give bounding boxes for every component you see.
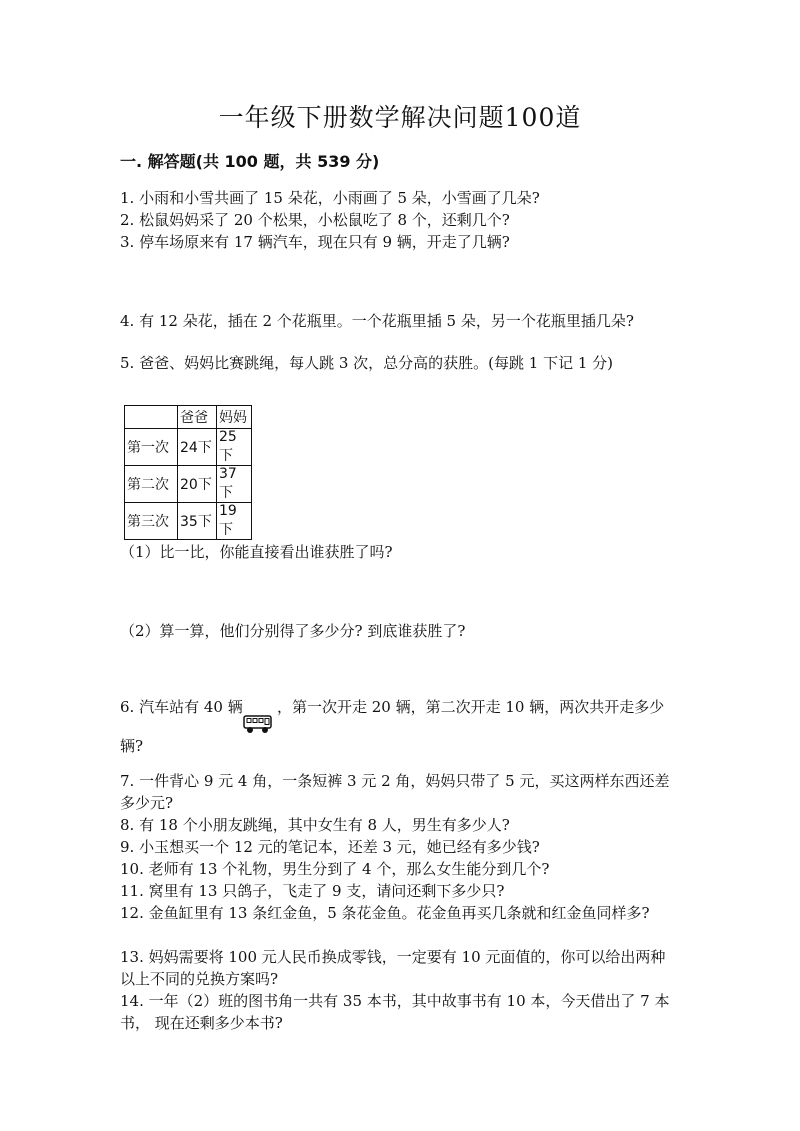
question-2: 2. 松鼠妈妈采了 20 个松果，小松鼠吃了 8 个，还剩几个? — [120, 211, 510, 229]
question-8: 8. 有 18 个小朋友跳绳，其中女生有 8 人，男生有多少人? — [120, 816, 510, 834]
table-header-mom: 妈妈 — [217, 406, 252, 429]
table-cell: 第二次 — [125, 466, 178, 503]
question-12: 12. 金鱼缸里有 13 条红金鱼，5 条花金鱼。花金鱼再买几条就和红金鱼同样多? — [120, 904, 650, 922]
score-table — [124, 405, 252, 540]
question-10: 10. 老师有 13 个礼物，男生分到了 4 个，那么女生能分到几个? — [120, 860, 550, 878]
table-cell: 24下 — [178, 429, 217, 466]
question-4: 4. 有 12 朵花，插在 2 个花瓶里。一个花瓶里插 5 朵，另一个花瓶里插几朵? — [120, 312, 634, 330]
question-5-part-2: （2）算一算，他们分别得了多少分? 到底谁获胜了? — [120, 622, 466, 640]
question-9: 9. 小玉想买一个 12 元的笔记本，还差 3 元，她已经有多少钱? — [120, 838, 540, 856]
question-5-part-1: （1）比一比，你能直接看出谁获胜了吗? — [120, 543, 393, 561]
table-row — [125, 503, 252, 540]
table-cell: 25下 — [217, 429, 252, 466]
page-title: 一年级下册数学解决问题100道 — [218, 103, 582, 132]
question-11: 11. 窝里有 13 只鸽子，飞走了 9 支，请问还剩下多少只? — [120, 882, 505, 900]
question-6-end: ，第一次开走 20 辆，第二次开走 10 辆，两次共开走多少 — [277, 698, 665, 716]
table-cell: 20下 — [178, 466, 217, 503]
question-7: 7. 一件背心 9 元 4 角，一条短裤 3 元 2 角，妈妈只带了 5 元，买这两样东西还差多少元? — [120, 772, 670, 812]
table-header-dad: 爸爸 — [178, 406, 217, 429]
table-cell: 第三次 — [125, 503, 178, 540]
question-1: 1. 小雨和小雪共画了 15 朵花，小雨画了 5 朵，小雪画了几朵? — [120, 189, 540, 207]
question-14: 14. 一年（2）班的图书角一共有 35 本书，其中故事书有 10 本，今天借出了 7 本书， 现在还剩多少本书? — [120, 992, 670, 1032]
table-row — [125, 429, 252, 466]
table-row — [125, 466, 252, 503]
section-heading: 一. 解答题(共 100 题，共 539 分) — [120, 152, 380, 171]
question-13: 13. 妈妈需要将 100 元人民币换成零钱，一定要有 10 元面值的，你可以给出两种以上不同的兑换方案吗? — [120, 948, 666, 988]
question-3: 3. 停车场原来有 17 辆汽车，现在只有 9 辆，开走了几辆? — [120, 233, 510, 251]
table-cell — [125, 406, 178, 429]
table-cell: 19下 — [217, 503, 252, 540]
table-cell: 第一次 — [125, 429, 178, 466]
table-row — [125, 406, 252, 429]
question-6-continued: 辆? — [120, 737, 144, 755]
bus-icon — [243, 713, 273, 735]
table-cell: 35下 — [178, 503, 217, 540]
question-6-start: 6. 汽车站有 40 辆 — [120, 698, 243, 716]
table-cell: 37下 — [217, 466, 252, 503]
question-5: 5. 爸爸、妈妈比赛跳绳，每人跳 3 次，总分高的获胜。(每跳 1 下记 1 分) — [120, 354, 614, 372]
